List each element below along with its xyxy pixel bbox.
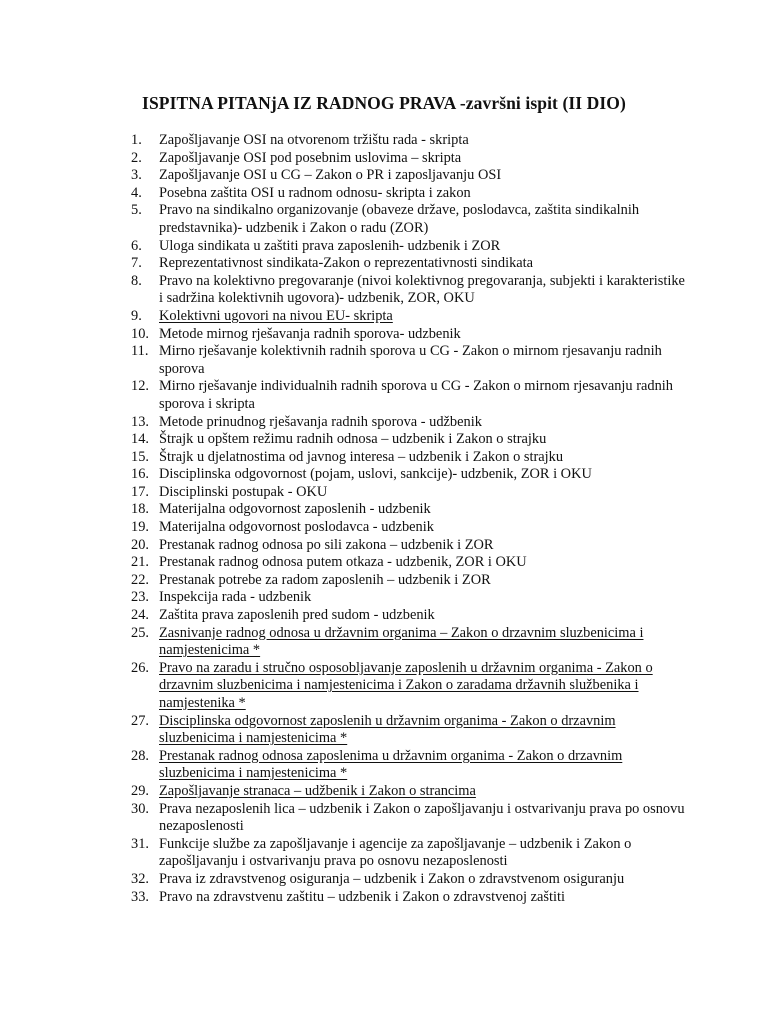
question-number: 33.: [131, 888, 149, 905]
question-number: 11.: [131, 343, 149, 360]
question-number: 4.: [131, 184, 142, 201]
question-number: 20.: [131, 536, 149, 553]
question-item: [131, 607, 691, 625]
question-item: [131, 378, 691, 413]
question-number: 3.: [131, 167, 142, 184]
question-text: Zapošljavanje OSI u CG – Zakon o PR i zaposljavanju OSI: [159, 167, 502, 184]
question-item: [131, 150, 691, 168]
question-item: [131, 484, 691, 502]
question-item: [131, 625, 691, 660]
question-number: 12.: [131, 378, 149, 395]
question-number: 14.: [131, 431, 149, 448]
question-text: Pravo na kolektivno pregovaranje (nivoi kolektivnog pregovaranja, subjekti i karakteristike i sadržina kolektivnih ugovora)- udzbenik, ZOR, OKU: [159, 272, 685, 307]
question-text: Metode mirnog rješavanja radnih sporova- udzbenik: [159, 325, 461, 342]
question-number: 26.: [131, 659, 149, 676]
question-number: 29.: [131, 782, 149, 799]
question-number: 25.: [131, 624, 149, 641]
question-text: Prestanak radnog odnosa po sili zakona – udzbenik i ZOR: [159, 536, 494, 553]
question-text: Inspekcija rada - udzbenik: [159, 589, 312, 606]
question-item: [131, 554, 691, 572]
question-text: Metode prinudnog rješavanja radnih sporova - udžbenik: [159, 413, 482, 430]
question-text: Uloga sindikata u zaštiti prava zaposlenih- udzbenik i ZOR: [159, 237, 501, 254]
question-number: 32.: [131, 870, 149, 887]
question-item: [131, 308, 691, 326]
question-text: Prava iz zdravstvenog osiguranja – udzbenik i Zakon o zdravstvenom osiguranju: [159, 870, 625, 887]
question-text: Materijalna odgovornost zaposlenih - udzbenik: [159, 501, 431, 518]
question-item: [131, 660, 691, 713]
question-text: Pravo na zdravstvenu zaštitu – udzbenik i Zakon o zdravstvenoj zaštiti: [159, 888, 566, 905]
question-number: 10.: [131, 325, 149, 342]
question-number: 23.: [131, 589, 149, 606]
question-number: 8.: [131, 272, 142, 289]
question-text: Reprezentativnost sindikata-Zakon o reprezentativnosti sindikata: [159, 255, 534, 272]
question-item: [131, 343, 691, 378]
question-text: Prestanak potrebe za radom zaposlenih – udzbenik i ZOR: [159, 571, 491, 588]
question-number: 5.: [131, 202, 142, 219]
question-number: 13.: [131, 413, 149, 430]
question-item: [131, 836, 691, 871]
question-item: [131, 572, 691, 590]
question-text: Disciplinska odgovornost zaposlenih u državnim organima - Zakon o drzavnim sluzbenicima i namjestenicima *: [159, 712, 616, 747]
question-item: [131, 783, 691, 801]
question-item: [131, 449, 691, 467]
question-text: Funkcije službe za zapošljavanje i agencije za zapošljavanje – udzbenik i Zakon o zapošljavanju i ostvarivanju prava po osnovu nezaposlenosti: [159, 835, 632, 870]
question-item: [131, 414, 691, 432]
question-number: 7.: [131, 255, 142, 272]
question-number: 27.: [131, 712, 149, 729]
question-item: [131, 537, 691, 555]
page-title-subtitle: -završni ispit (II DIO): [459, 93, 626, 113]
question-item: [131, 748, 691, 783]
question-item: [131, 801, 691, 836]
question-text: Zaštita prava zaposlenih pred sudom - udzbenik: [159, 607, 435, 624]
question-item: [131, 326, 691, 344]
question-text: Zapošljavanje OSI pod posebnim uslovima – skripta: [159, 149, 462, 166]
question-number: 15.: [131, 448, 149, 465]
question-text: Pravo na sindikalno organizovanje (obaveze države, poslodavca, zaštita sindikalnih predstavnika)- udzbenik i Zakon o radu (ZOR): [159, 202, 640, 236]
question-number: 31.: [131, 835, 149, 852]
question-list: [131, 132, 691, 906]
question-number: 21.: [131, 554, 149, 571]
question-item: [131, 255, 691, 273]
question-number: 2.: [131, 149, 142, 166]
question-item: [131, 501, 691, 519]
question-text: Prestanak radnog odnosa zaposlenima u državnim organima - Zakon o drzavnim sluzbenicima i namjestenicima *: [159, 747, 623, 782]
question-item: [131, 466, 691, 484]
question-item: [131, 889, 691, 907]
question-item: [131, 273, 691, 308]
question-item: [131, 202, 691, 237]
question-text: Mirno rješavanje kolektivnih radnih sporova u CG - Zakon o mirnom rjesavanju radnih sporova: [159, 343, 662, 377]
question-text: Posebna zaštita OSI u radnom odnosu- skripta i zakon: [159, 184, 471, 201]
question-item: [131, 167, 691, 185]
question-number: 16.: [131, 466, 149, 483]
question-text: Zapošljavanje stranaca – udžbenik i Zakon o strancima: [159, 782, 476, 799]
question-item: [131, 238, 691, 256]
question-number: 24.: [131, 607, 149, 624]
question-number: 9.: [131, 307, 142, 324]
question-text: Štrajk u djelatnostima od javnog interesa – udzbenik i Zakon o strajku: [159, 448, 564, 465]
question-text: Zapošljavanje OSI na otvorenom tržištu rada - skripta: [159, 132, 469, 148]
page-title-main: ISPITNA PITANjA IZ RADNOG PRAVA: [142, 93, 460, 113]
question-item: [131, 589, 691, 607]
question-text: Prestanak radnog odnosa putem otkaza - udzbenik, ZOR i OKU: [159, 554, 527, 571]
question-number: 19.: [131, 519, 149, 536]
question-text: Štrajk u opštem režimu radnih odnosa – udzbenik i Zakon o strajku: [159, 431, 547, 448]
question-item: [131, 431, 691, 449]
question-item: [131, 871, 691, 889]
question-number: 28.: [131, 747, 149, 764]
question-text: Pravo na zaradu i stručno osposobljavanje zaposlenih u državnim organima - Zakon o drzavnim sluzbenicima i namjestenicima i Zakon o zaradama državnih službenika i namjestenika *: [159, 659, 653, 711]
question-item: [131, 185, 691, 203]
question-text: Disciplinski postupak - OKU: [159, 483, 328, 500]
question-text: Prava nezaposlenih lica – udzbenik i Zakon o zapošljavanju i ostvarivanju prava po osnovu nezaposlenosti: [159, 800, 685, 835]
question-number: 17.: [131, 483, 149, 500]
question-text: Disciplinska odgovornost (pojam, uslovi, sankcije)- udzbenik, ZOR i OKU: [159, 466, 592, 483]
question-item: [131, 713, 691, 748]
question-number: 1.: [131, 132, 142, 148]
question-item: [131, 519, 691, 537]
question-text: Mirno rješavanje individualnih radnih sporova u CG - Zakon o mirnom rjesavanju radnih sporova i skripta: [159, 378, 673, 412]
page-title: [0, 93, 768, 114]
question-number: 30.: [131, 800, 149, 817]
question-text: Kolektivni ugovori na nivou EU- skripta: [159, 307, 393, 324]
question-text: Zasnivanje radnog odnosa u državnim organima – Zakon o drzavnim sluzbenicima i namjestenicima *: [159, 624, 644, 659]
question-item: [131, 132, 691, 150]
question-number: 6.: [131, 237, 142, 254]
question-number: 22.: [131, 571, 149, 588]
question-text: Materijalna odgovornost poslodavca - udzbenik: [159, 519, 434, 536]
question-number: 18.: [131, 501, 149, 518]
